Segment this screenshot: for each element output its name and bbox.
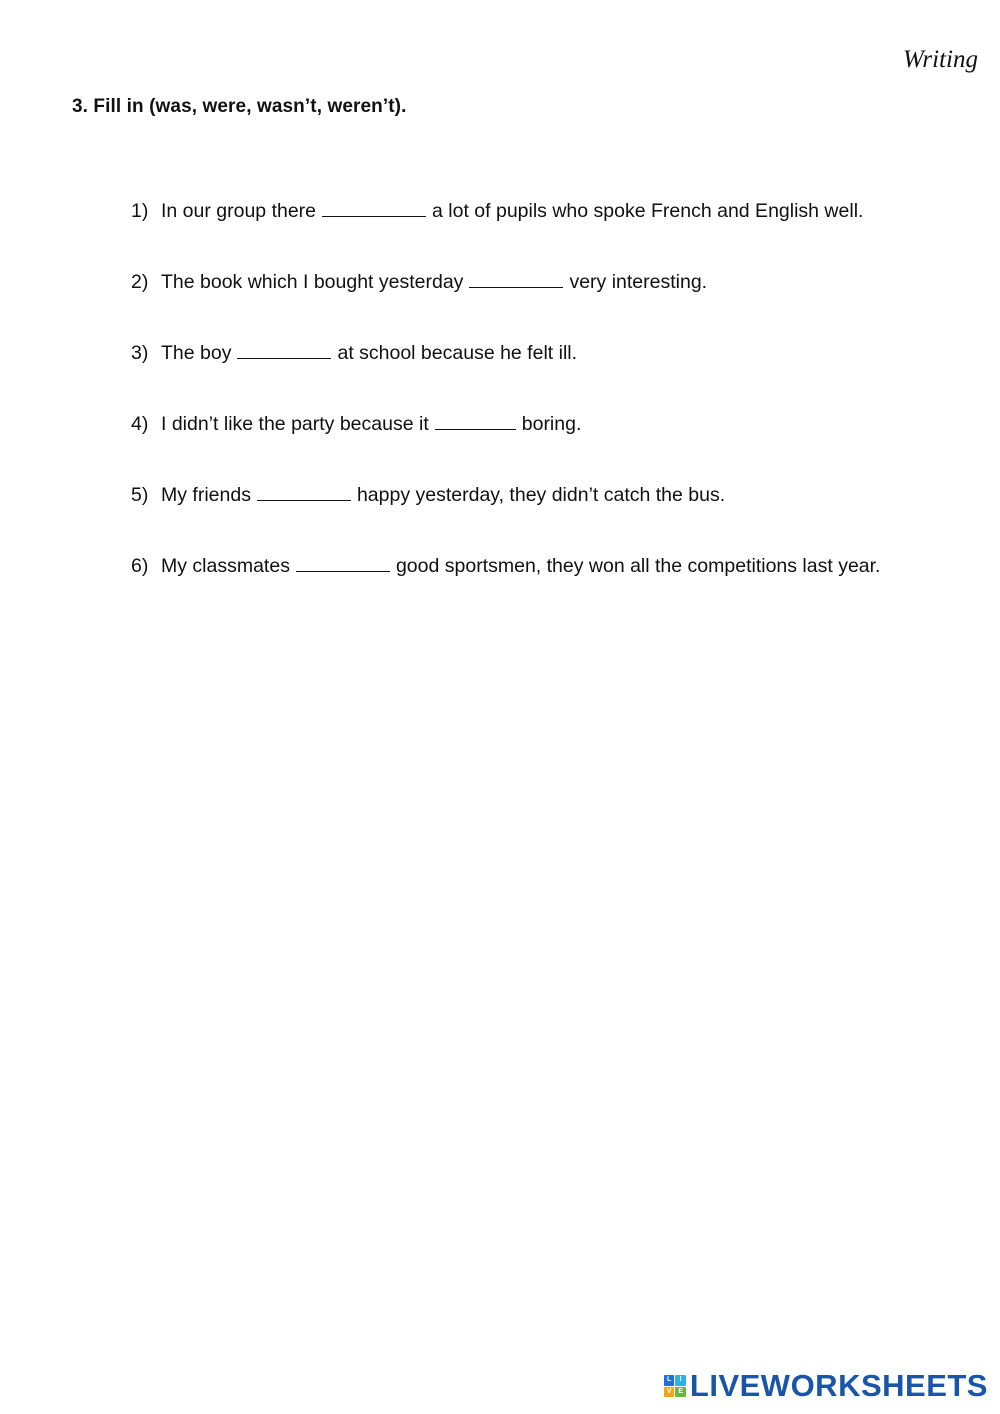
section-label: Writing [902,46,978,73]
question-text-after: a lot of pupils who spoke French and English well. [432,200,864,222]
logo-letter: V [664,1387,675,1398]
question-item-2 [131,267,971,297]
answer-blank-5[interactable] [257,482,351,501]
question-number: 1) [131,200,149,222]
question-text-before: I didn’t like the party because it [161,413,429,435]
question-number: 6) [131,555,149,577]
liveworksheets-logo-icon [664,1375,686,1397]
question-item-3 [131,338,971,368]
logo-letter: L [664,1375,675,1386]
question-text-after: happy yesterday, they didn’t catch the bus. [356,484,726,506]
question-text-after: very interesting. [569,271,708,293]
question-item-1 [131,196,971,226]
answer-blank-6[interactable] [296,553,390,572]
answer-blank-4[interactable] [435,411,516,430]
question-list [131,196,971,622]
question-text-after: good sportsmen, they won all the competitions last year. [395,555,881,577]
question-number: 4) [131,413,149,435]
question-text-after: boring. [521,413,582,435]
brand-name: LIVEWORKSHEETS [689,1368,988,1403]
question-text-before: In our group there [161,200,317,222]
liveworksheets-brand [664,1368,988,1404]
question-text-after: at school because he felt ill. [337,342,578,364]
question-item-4 [131,409,971,439]
logo-letter: E [675,1387,686,1398]
task-title: 3. Fill in (was, were, wasn’t, weren’t). [72,96,407,117]
question-number: 5) [131,484,149,506]
question-number: 3) [131,342,149,364]
question-text-before: My classmates [161,555,290,577]
question-text-before: The boy [161,342,232,364]
answer-blank-1[interactable] [322,198,426,217]
question-text-before: My friends [161,484,251,506]
answer-blank-2[interactable] [469,269,563,288]
answer-blank-3[interactable] [237,340,331,359]
question-item-6 [131,551,971,581]
question-text-before: The book which I bought yesterday [161,271,464,293]
question-number: 2) [131,271,149,293]
question-item-5 [131,480,971,510]
logo-letter: I [675,1375,686,1386]
